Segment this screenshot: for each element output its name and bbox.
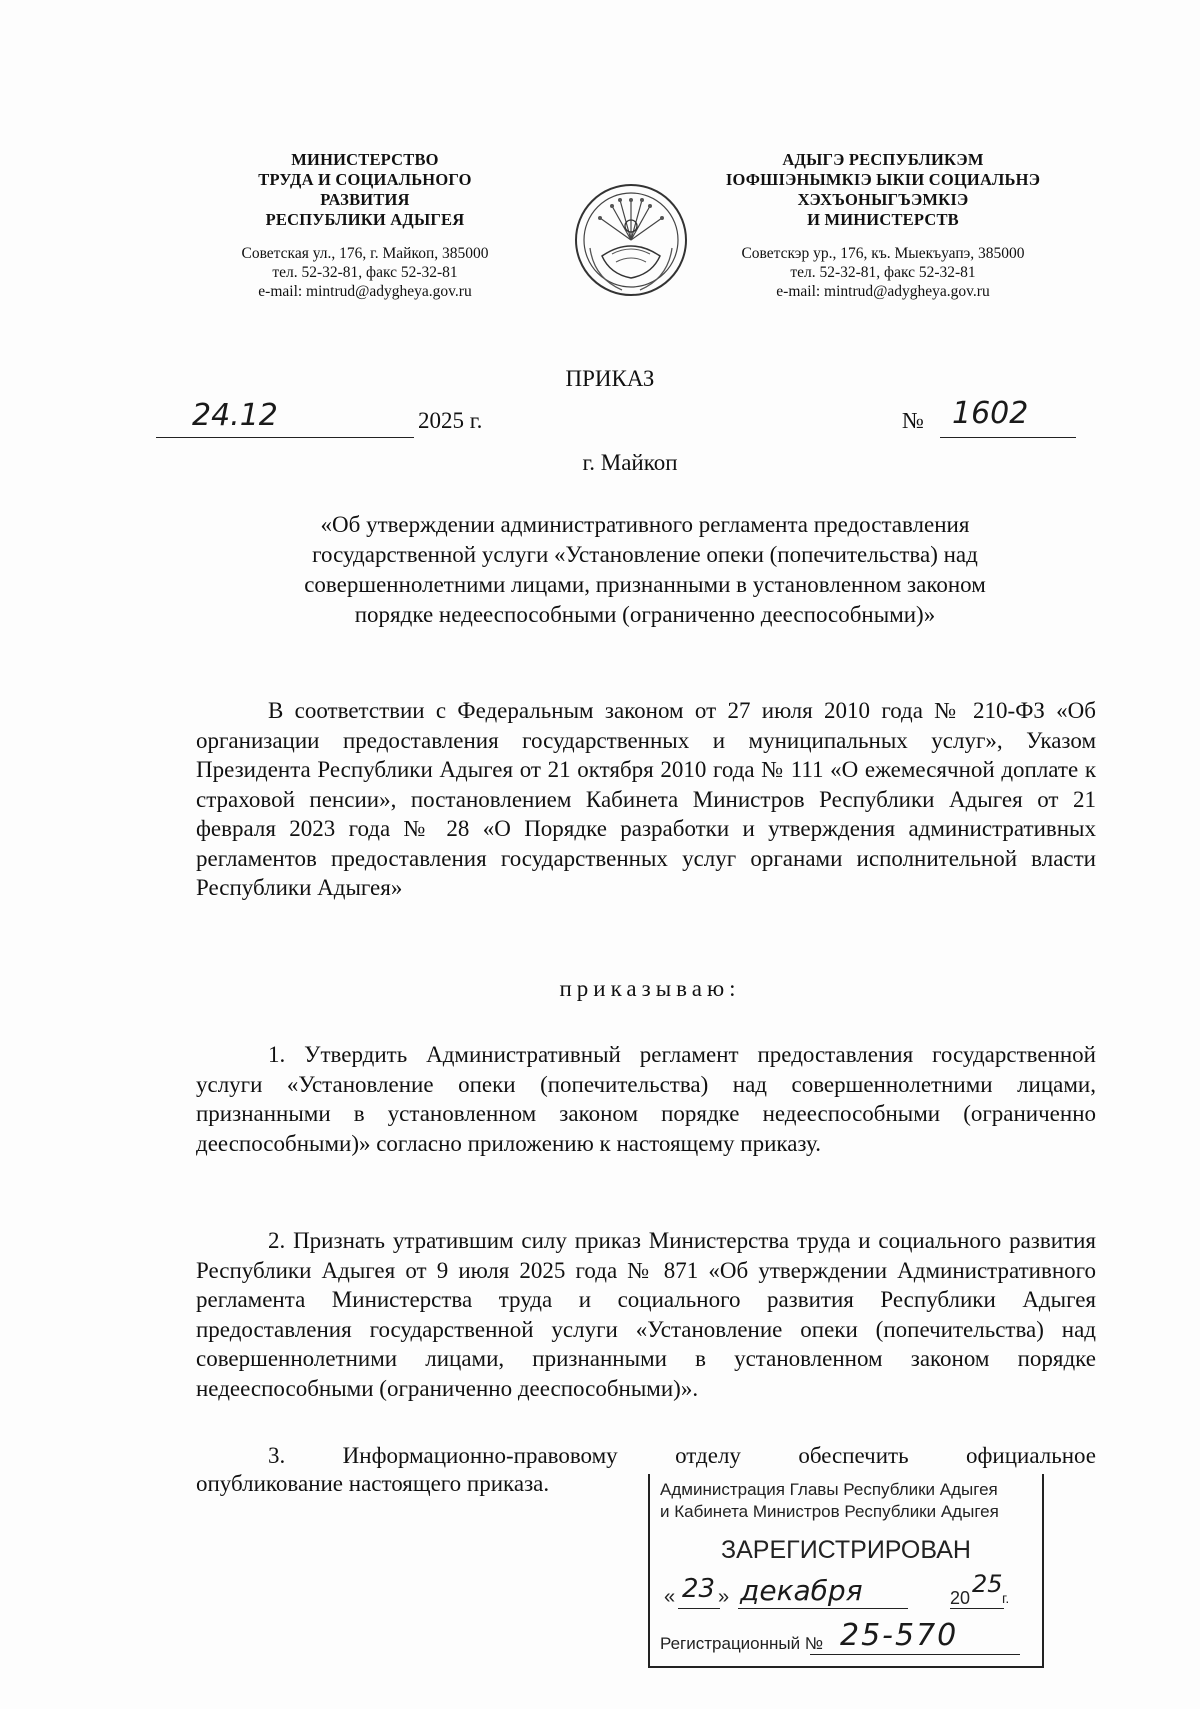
stamp-authority-line: Администрация Главы Республики Адыгея (660, 1480, 998, 1499)
handwritten-date: 24.12 (192, 398, 278, 433)
stamp-reg-row (660, 1620, 1032, 1660)
title-line: «Об утверждении административного регламента предоставления (320, 512, 970, 537)
document-city: г. Майкоп (582, 450, 678, 475)
ministry-name-adyghe-line: ХЭХЪОНЫГЪЭМКIЭ (797, 190, 969, 209)
ministry-address-adyghe: Советскэр ур., 176, къ. Мыекъуапэ, 385000 (741, 245, 1025, 262)
date-line (156, 400, 416, 442)
stamp-authority-line: и Кабинета Министров Республики Адыгея (660, 1502, 999, 1521)
order-item-3-line1: 3. Информационно-правовому отделу обеспечить официальное (268, 1443, 1096, 1468)
preamble-paragraph: В соответствии с Федеральным законом от 27 июля 2010 года № 210-ФЗ «Об организации предоставления государственных и муниципальных услуг», Указом Президента Республики Адыгея от 21 октября 2010 года № 111 «О ежемесячной доплате к страховой пенсии», постановлением Кабинета Министров Республики Адыгея от 21 февраля 2023 года № 28 «О Порядке разработки и утверждения административных регламентов предоставления государственных услуг органами исполнительной власти Республики Адыгея» (196, 698, 1096, 900)
header-left (190, 150, 540, 301)
title-line: государственной услуги «Установление опеки (попечительства) над (312, 542, 978, 567)
ministry-name-line: РЕСПУБЛИКИ АДЫГЕЯ (265, 210, 465, 229)
stamp-year-suffix: 25 (972, 1570, 1003, 1598)
order-item-1: 1. Утвердить Административный регламент предоставления государственной услуги «Установление опеки (попечительства) над совершеннолетними лицами, признанными в установленном законом порядке недееспособными (ограниченно дееспособными)» согласно приложению к настоящему приказу. (196, 1042, 1096, 1156)
document-title (190, 510, 1100, 630)
ministry-phone: тел. 52-32-81, факс 52-32-81 (272, 264, 458, 281)
quote-close: » (718, 1586, 730, 1608)
adygea-coat-of-arms-icon (572, 178, 690, 302)
ministry-email: e-mail: mintrud@adygheya.gov.ru (258, 283, 472, 300)
stamp-reg-number: 25-570 (840, 1618, 959, 1653)
ministry-name-line: МИНИСТЕРСТВО (291, 150, 439, 169)
ministry-name-adyghe-line: IОФШIЭНЫМКIЭ ЫКIИ СОЦИАЛЬНЭ (725, 170, 1041, 189)
stamp-year-g: г. (1002, 1590, 1010, 1606)
document-year: 2025 г. (418, 408, 483, 433)
order-item-3-line2: опубликование настоящего приказа. (196, 1471, 550, 1496)
registration-stamp (648, 1474, 1044, 1668)
stamp-status: ЗАРЕГИСТРИРОВАН (721, 1536, 971, 1564)
order-word: приказываю: (559, 976, 741, 1001)
handwritten-number: 1602 (952, 396, 1029, 431)
ministry-name-adyghe-line: АДЫГЭ РЕСПУБЛИКЭМ (782, 150, 984, 169)
header-right (688, 150, 1078, 301)
order-item-2: 2. Признать утратившим силу приказ Министерства труда и социального развития Республики Адыгея от 9 июля 2025 года № 871 «Об утверждении Административного регламента Министерства труда и социального развития Республики Адыгея предоставления государственной услуги «Установление опеки (попечительства) над совершеннолетними лицами, признанными в установленном законом порядке недееспособными (ограниченно дееспособными)». (196, 1228, 1096, 1401)
stamp-year-prefix: 20 (950, 1588, 971, 1608)
ministry-name-line: ТРУДА И СОЦИАЛЬНОГО (258, 170, 472, 189)
document-type: ПРИКАЗ (565, 366, 655, 391)
stamp-day: 23 (682, 1574, 716, 1604)
ministry-name-line: РАЗВИТИЯ (320, 190, 410, 209)
ministry-phone-adyghe: тел. 52-32-81, факс 52-32-81 (790, 264, 976, 281)
number-label: № (902, 408, 924, 433)
stamp-reg-label: Регистрационный № (660, 1634, 824, 1653)
number-line (940, 396, 1080, 442)
title-line: совершеннолетними лицами, признанными в установленном законом (304, 572, 986, 597)
ministry-name-adyghe-line: И МИНИСТЕРСТВ (807, 210, 959, 229)
stamp-month: декабря (740, 1574, 863, 1607)
ministry-email-adyghe: e-mail: mintrud@adygheya.gov.ru (776, 283, 990, 300)
title-line: порядке недееспособными (ограниченно дееспособными)» (354, 602, 936, 627)
stamp-date-row (660, 1570, 1032, 1614)
quote-open: « (664, 1586, 676, 1608)
ministry-address: Советская ул., 176, г. Майкоп, 385000 (241, 245, 489, 262)
